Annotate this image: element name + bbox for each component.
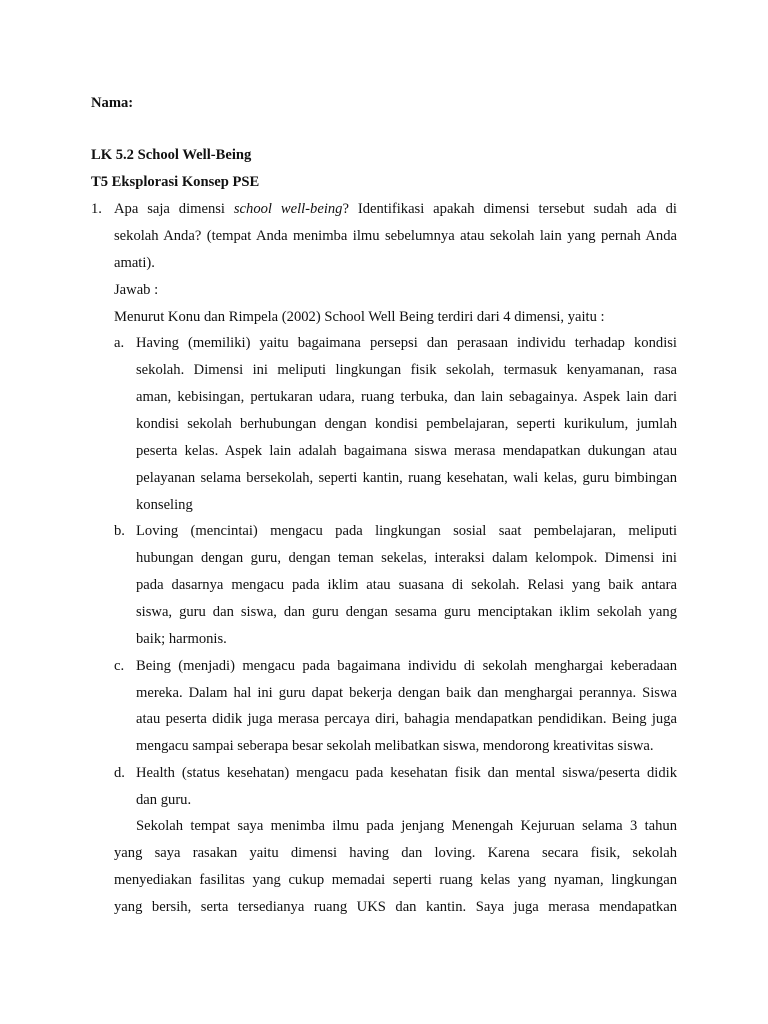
question-text-b: ? Identifikasi apakah dimensi tersebut sudah ada di xyxy=(342,201,677,217)
list-item-line: peserta kelas. Aspek lain adalah bagaimana siswa merasa mendapatkan dukungan atau xyxy=(136,443,677,459)
question-number: 1. xyxy=(91,201,102,217)
question-line-1 xyxy=(114,200,677,218)
list-item-line: baik; harmonis. xyxy=(136,631,227,647)
list-item-line: konseling xyxy=(136,497,193,513)
list-item-line: hubungan dengan guru, dengan teman sekelas, interaksi dalam kelompok. Dimensi ini xyxy=(136,550,677,566)
section-title: T5 Eksplorasi Konsep PSE xyxy=(91,174,260,190)
list-item-line: kondisi sekolah berhubungan dengan kondisi pembelajaran, seperti kurikulum, jumlah xyxy=(136,416,677,432)
list-item-line: Loving (mencintai) mengacu pada lingkungan sosial saat pembelajaran, meliputi xyxy=(136,523,677,539)
question-text-a: Apa saja dimensi xyxy=(114,201,225,217)
paragraph-line: yang bersih, serta tersedianya ruang UKS dan kantin. Saya juga merasa mendapatkan xyxy=(114,899,677,915)
question-line-3: amati). xyxy=(114,255,155,271)
paragraph-line: Sekolah tempat saya menimba ilmu pada jenjang Menengah Kejuruan selama 3 tahun xyxy=(136,818,677,834)
list-item-line: mereka. Dalam hal ini guru dapat bekerja dengan baik dan menghargai perannya. Siswa xyxy=(136,685,677,701)
list-item-line: Health (status kesehatan) mengacu pada kesehatan fisik dan mental siswa/peserta didik xyxy=(136,765,677,781)
question-text-emphasis: school well-being xyxy=(233,201,343,217)
list-item-line: Being (menjadi) mengacu pada bagaimana individu di sekolah menghargai keberadaan xyxy=(136,658,677,674)
paragraph-line: yang saya rasakan yaitu dimensi having dan loving. Karena secara fisik, sekolah xyxy=(114,845,677,861)
list-item-line: dan guru. xyxy=(136,792,192,808)
list-item-marker: b. xyxy=(114,523,125,539)
list-item-line: atau peserta didik juga merasa percaya diri, bahagia mendapatkan pendidikan. Being juga xyxy=(136,711,677,727)
worksheet-title: LK 5.2 School Well-Being xyxy=(91,147,252,163)
paragraph-line: menyediakan fasilitas yang cukup memadai seperti ruang kelas yang nyaman, lingkungan xyxy=(114,872,677,888)
list-item-line: Having (memiliki) yaitu bagaimana persepsi dan perasaan individu terhadap kondisi xyxy=(136,335,677,351)
answer-intro: Menurut Konu dan Rimpela (2002) School Well Being terdiri dari 4 dimensi, yaitu : xyxy=(114,309,605,325)
answer-label: Jawab : xyxy=(114,282,159,298)
list-item-line: mengacu sampai seberapa besar sekolah melibatkan siswa, mendorong kreativitas siswa. xyxy=(136,738,654,754)
list-item-marker: c. xyxy=(114,658,125,674)
list-item-marker: a. xyxy=(114,335,125,351)
list-item-line: pelayanan selama bersekolah, seperti kantin, ruang kesehatan, wali kelas, guru bimbingan xyxy=(136,470,677,486)
list-item-line: sekolah. Dimensi ini meliputi lingkungan fisik sekolah, termasuk kenyamanan, rasa xyxy=(136,362,677,378)
nama-label: Nama: xyxy=(91,95,134,111)
list-item-line: aman, kebisingan, pertukaran udara, ruang terbuka, dan lain sebagainya. Aspek lain dari xyxy=(136,389,677,405)
list-item-line: pada dasarnya mengacu pada iklim atau suasana di sekolah. Relasi yang baik antara xyxy=(136,577,677,593)
list-item-marker: d. xyxy=(114,765,125,781)
list-item-line: siswa, guru dan siswa, dan guru dengan sesama guru menciptakan iklim sekolah yang xyxy=(136,604,677,620)
question-line-2: sekolah Anda? (tempat Anda menimba ilmu sebelumnya atau sekolah lain yang pernah Anda xyxy=(114,228,677,244)
